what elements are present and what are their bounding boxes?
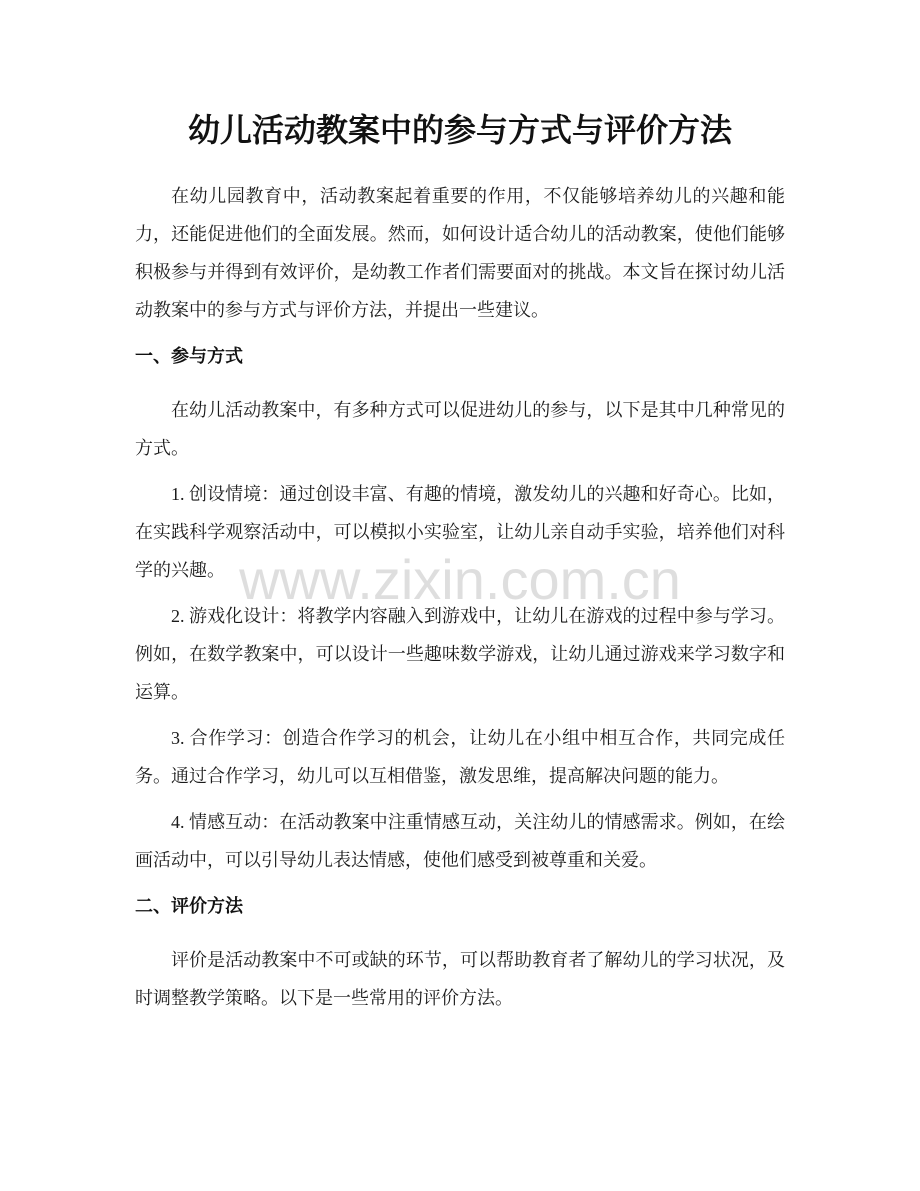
section-intro-participation: 在幼儿活动教案中，有多种方式可以促进幼儿的参与，以下是其中几种常见的方式。: [135, 400, 785, 458]
list-item: 4. 情感互动：在活动教案中注重情感互动，关注幼儿的情感需求。例如，在绘画活动中，可以引导幼儿表达情感，使他们感受到被尊重和关爱。: [135, 812, 785, 870]
list-item: 1. 创设情境：通过创设丰富、有趣的情境，激发幼儿的兴趣和好奇心。比如，在实践科学观察活动中，可以模拟小实验室，让幼儿亲自动手实验，培养他们对科学的兴趣。: [135, 484, 785, 580]
watermark: www.zixin.com.cn: [239, 548, 681, 611]
section-intro-evaluation: 评价是活动教案中不可或缺的环节，可以帮助教育者了解幼儿的学习状况，及时调整教学策略。以下是一些常用的评价方法。: [135, 950, 785, 1008]
intro-paragraph: 在幼儿园教育中，活动教案起着重要的作用，不仅能够培养幼儿的兴趣和能力，还能促进他们的全面发展。然而，如何设计适合幼儿的活动教案，使他们能够积极参与并得到有效评价，是幼教工作者们需要面对的挑战。本文旨在探讨幼儿活动教案中的参与方式与评价方法，并提出一些建议。: [135, 186, 785, 320]
section-heading-evaluation: 二、评价方法: [135, 896, 243, 916]
list-item: 3. 合作学习：创造合作学习的机会，让幼儿在小组中相互合作，共同完成任务。通过合作学习，幼儿可以互相借鉴，激发思维，提高解决问题的能力。: [135, 728, 785, 786]
section-heading-participation: 一、参与方式: [135, 346, 243, 366]
list-item: 2. 游戏化设计：将教学内容融入到游戏中，让幼儿在游戏的过程中参与学习。例如，在数学教案中，可以设计一些趣味数学游戏，让幼儿通过游戏来学习数字和运算。: [135, 606, 785, 702]
page-title: 幼儿活动教案中的参与方式与评价方法: [187, 112, 732, 148]
document-body: [135, 0, 785, 1017]
